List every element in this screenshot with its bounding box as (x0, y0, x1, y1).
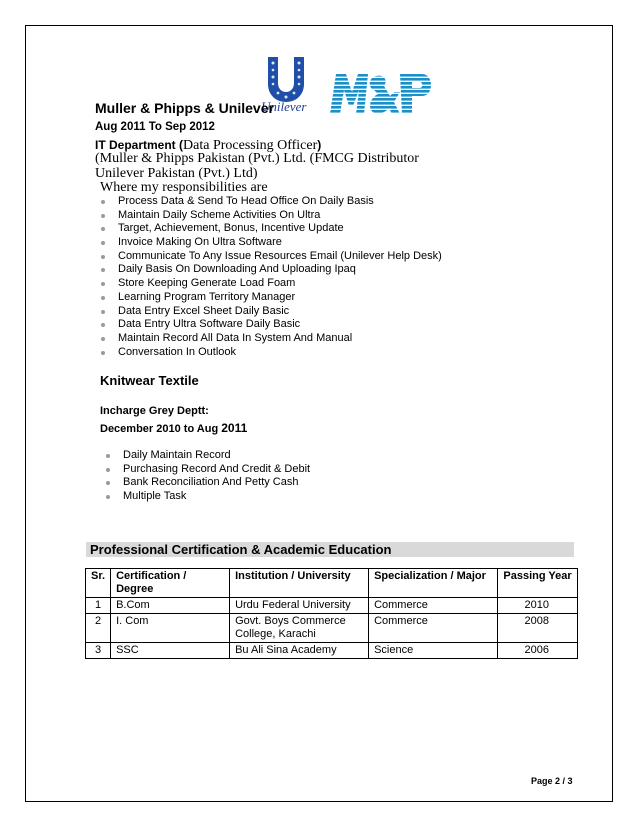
bullet-icon (106, 454, 110, 458)
job1-description-line1: (Muller & Phipps Pakistan (Pvt.) Ltd. (FMCG Distributor (95, 151, 419, 166)
table-row (86, 643, 578, 659)
table-header-row (86, 569, 578, 598)
unilever-wordmark: Unilever (261, 99, 307, 114)
list-item: Store Keeping Generate Load Foam (118, 277, 442, 291)
cell-major: Science (369, 643, 498, 659)
list-item: Invoice Making On Ultra Software (118, 236, 442, 250)
list-item: Maintain Daily Scheme Activities On Ultra (118, 209, 442, 223)
list-item: Data Entry Excel Sheet Daily Basic (118, 305, 442, 319)
cell-year: 2008 (498, 614, 578, 643)
department-label: IT Department ( (95, 138, 184, 152)
list-item: Learning Program Territory Manager (118, 291, 442, 305)
cell-institution-line2: College, Karachi (235, 628, 316, 640)
table-row (86, 614, 578, 643)
bullet-icon (106, 468, 110, 472)
bullet-icon (101, 337, 105, 341)
cell-year: 2010 (498, 598, 578, 614)
job2-period (100, 421, 247, 435)
responsibilities-heading: Where my responsibilities are (100, 180, 268, 195)
mp-logo-icon (328, 70, 436, 116)
bullet-icon (101, 214, 105, 218)
cell-sr: 1 (86, 598, 111, 614)
job1-period: Aug 2011 To Sep 2012 (95, 121, 215, 133)
column-header-degree: Certification / Degree (111, 569, 230, 598)
cell-major: Commerce (369, 598, 498, 614)
list-item: Purchasing Record And Credit & Debit (123, 463, 310, 477)
job1-company: Muller & Phipps & Unilever (95, 100, 274, 116)
cell-institution (230, 614, 369, 643)
cell-year: 2006 (498, 643, 578, 659)
list-item: Conversation In Outlook (118, 346, 442, 360)
cell-major: Commerce (369, 614, 498, 643)
job2-position: Incharge Grey Deptt: (100, 405, 209, 417)
unilever-u-icon (262, 55, 310, 103)
table-row (86, 598, 578, 614)
list-item: Process Data & Send To Head Office On Daily Basis (118, 195, 442, 209)
cell-sr: 3 (86, 643, 111, 659)
job1-role: Data Processing Officer (183, 138, 318, 153)
bullet-icon (101, 310, 105, 314)
job1-description-line2: Unilever Pakistan (Pvt.) Ltd) (95, 166, 258, 181)
bullet-icon (101, 255, 105, 259)
cell-degree: I. Com (111, 614, 230, 643)
list-item: Daily Maintain Record (123, 449, 310, 463)
list-item: Target, Achievement, Bonus, Incentive Update (118, 222, 442, 236)
bullet-icon (101, 200, 105, 204)
column-header-major: Specialization / Major (369, 569, 498, 598)
column-header-institution: Institution / University (230, 569, 369, 598)
cell-degree: B.Com (111, 598, 230, 614)
job2-period-end: 2011 (221, 421, 248, 435)
job2-duties-list (123, 449, 310, 504)
education-table (85, 568, 578, 659)
list-item: Multiple Task (123, 490, 310, 504)
cell-institution-line1: Govt. Boys Commerce (235, 615, 346, 627)
job2-company: Knitwear Textile (100, 373, 199, 388)
column-header-sr: Sr. (86, 569, 111, 598)
cell-sr: 2 (86, 614, 111, 643)
bullet-icon (101, 296, 105, 300)
list-item: Daily Basis On Downloading And Uploading Ipaq (118, 263, 442, 277)
bullet-icon (101, 351, 105, 355)
cell-institution: Bu Ali Sina Academy (230, 643, 369, 659)
column-header-year: Passing Year (498, 569, 578, 598)
cell-degree: SSC (111, 643, 230, 659)
job1-description (95, 151, 419, 181)
job2-period-start: December 2010 to Aug (100, 423, 222, 435)
department-close: ) (317, 138, 322, 152)
list-item: Communicate To Any Issue Resources Email (Unilever Help Desk) (118, 250, 442, 264)
cell-institution: Urdu Federal University (230, 598, 369, 614)
list-item: Maintain Record All Data In System And Manual (118, 332, 442, 346)
education-section-heading: Professional Certification & Academic Education (86, 542, 574, 557)
list-item: Data Entry Ultra Software Daily Basic (118, 318, 442, 332)
job1-responsibilities-list (118, 195, 442, 359)
page-number: Page 2 / 3 (531, 776, 573, 786)
list-item: Bank Reconciliation And Petty Cash (123, 476, 310, 490)
